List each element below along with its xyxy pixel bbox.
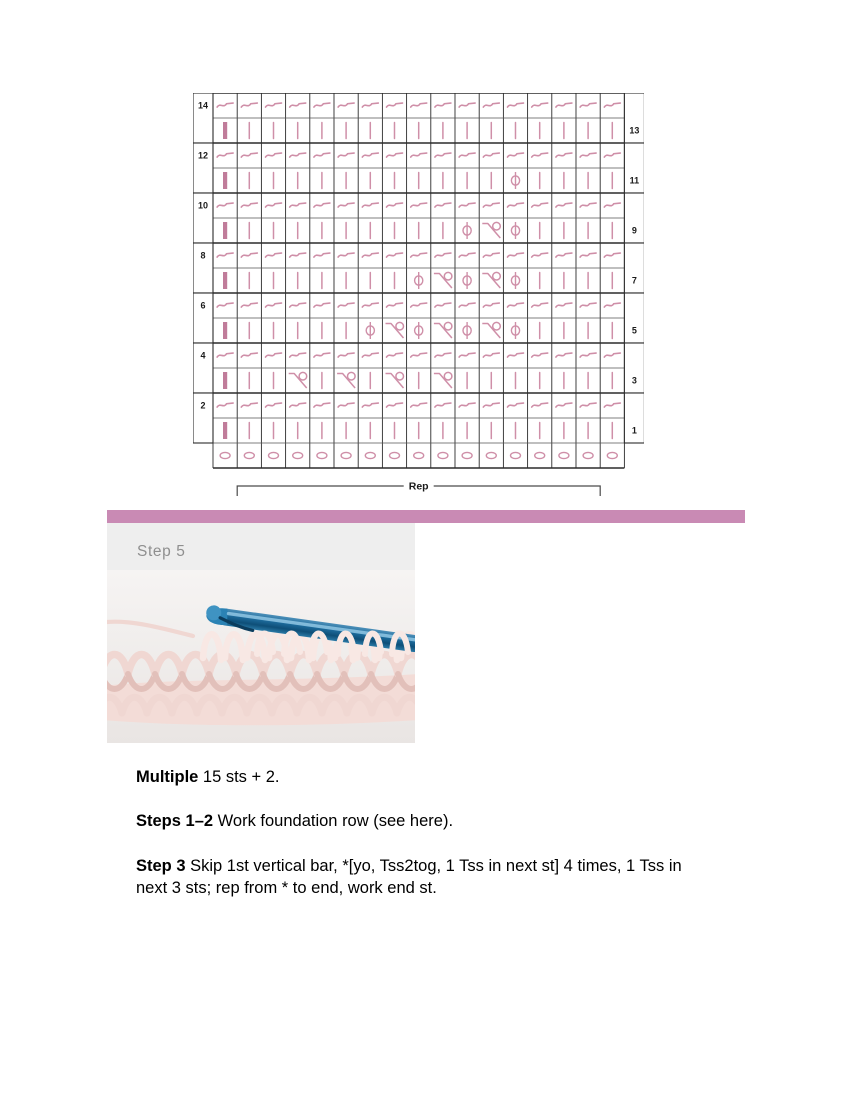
- instruction-step-3-text: Skip 1st vertical bar, *[yo, Tss2tog, 1 Tss in next st] 4 times, 1 Tss in next 3 sts; rep from * to end, work end st.: [136, 856, 682, 897]
- crochet-photo-svg: [107, 570, 415, 743]
- instructions-block: [136, 766, 716, 899]
- stitch-chart: [193, 93, 655, 493]
- row-number: 4: [200, 350, 206, 361]
- step-photo-panel: [107, 523, 415, 743]
- row-number: 10: [197, 200, 208, 211]
- row-number: 2: [200, 400, 206, 411]
- row-number: 9: [631, 225, 637, 236]
- instruction-steps-1-2-label: Steps 1–2: [136, 812, 214, 831]
- step-photo-label: Step 5: [137, 543, 186, 560]
- instruction-multiple: [136, 766, 716, 788]
- row-number: 6: [200, 300, 206, 311]
- instruction-step-3: [136, 855, 716, 900]
- row-number: 12: [197, 150, 208, 161]
- row-number: 13: [629, 125, 640, 136]
- row-number: 5: [631, 325, 637, 336]
- instruction-steps-1-2-text: Work foundation row (see here).: [213, 812, 454, 831]
- row-number: 8: [200, 250, 206, 261]
- instruction-step-3-label: Step 3: [136, 856, 186, 875]
- stitch-chart-grid: [193, 93, 644, 502]
- row-number: 11: [629, 175, 640, 186]
- instruction-multiple-text: 15 sts + 2.: [198, 768, 280, 786]
- row-number: 3: [631, 375, 637, 386]
- row-number: 1: [631, 425, 637, 436]
- accent-divider-bar: [107, 510, 745, 523]
- row-number: 14: [197, 100, 208, 111]
- crochet-hook-photo: [107, 570, 415, 743]
- instruction-multiple-label: Multiple: [136, 768, 199, 786]
- instruction-steps-1-2: [136, 810, 716, 832]
- rep-label: Rep: [408, 481, 429, 493]
- row-number: 7: [631, 275, 637, 286]
- stitch-chart-svg: [193, 93, 644, 502]
